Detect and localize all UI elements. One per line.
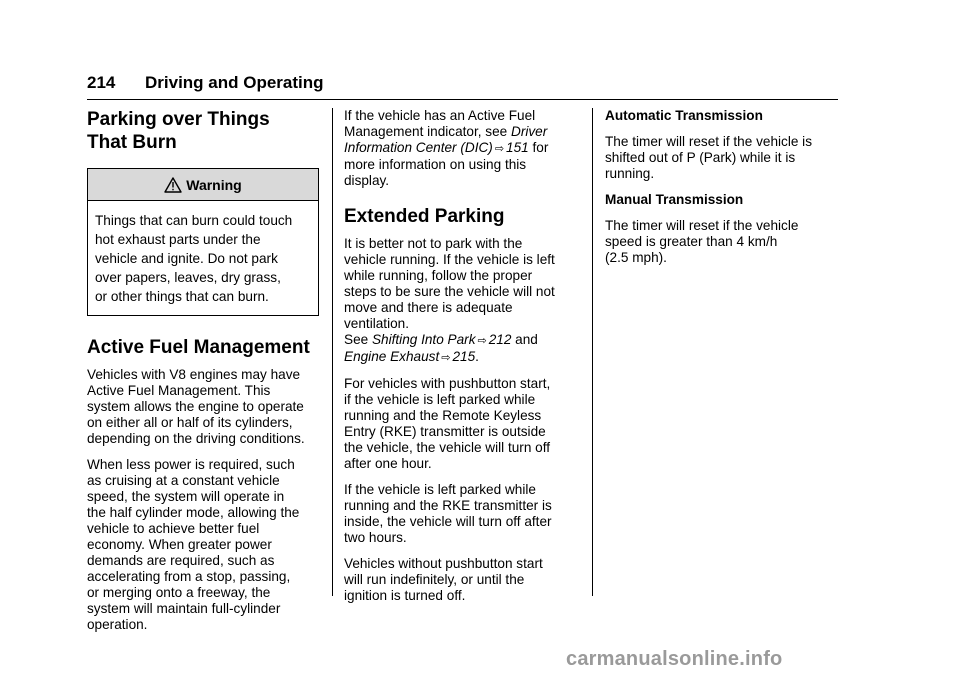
heading-automatic-transmission: Automatic Transmission [605, 108, 763, 123]
column-3 [605, 108, 837, 266]
link-engine-exhaust[interactable]: Engine Exhaust [344, 349, 440, 364]
page-ref-215[interactable]: 215 [452, 349, 476, 364]
manual-paragraph: The timer will reset if the vehicle speed is greater than 4 km/h (2.5 mph). [605, 218, 799, 265]
warning-box [87, 168, 319, 316]
ext-paragraph-4: Vehicles without pushbutton start will run indefinitely, or until the ignition is turned off. [344, 556, 543, 603]
ext-paragraph-2: For vehicles with pushbutton start, if the vehicle is left parked while running and the Remote Keyless Entry (RKE) transmitter is outside the vehicle, the vehicle will turn off after one hour. [344, 376, 551, 471]
page-header [87, 70, 838, 100]
warning-header [88, 169, 318, 201]
link-driver-information-center[interactable]: Driver [511, 124, 548, 139]
column-2 [344, 108, 576, 604]
page-ref-arrow-icon: ⇨ [494, 143, 505, 155]
ext-paragraph-3: If the vehicle is left parked while running and the RKE transmitter is inside, the vehicle will turn off after two hours. [344, 482, 552, 545]
section-title: Driving and Operating [145, 73, 324, 92]
afm-paragraph-1: Vehicles with V8 engines may have Active Fuel Management. This system allows the engine to operate on either all or half of its cylinders, depending on the driving conditions. [87, 367, 305, 446]
warning-triangle-icon [164, 177, 182, 193]
column-1 [87, 108, 319, 633]
heading-active-fuel-management: Active Fuel Management [87, 337, 310, 358]
link-shifting-into-park[interactable]: Shifting Into Park [371, 332, 476, 347]
warning-label: Warning [186, 176, 242, 193]
link-driver-information-center-cont[interactable]: Information Center (DIC) [344, 140, 493, 155]
page-ref-arrow-icon: ⇨ [441, 352, 451, 364]
page-ref-arrow-icon: ⇨ [477, 335, 487, 347]
ext-paragraph-1: It is better not to park with the vehicle running. If the vehicle is left while running, follow the proper steps to be sure the vehicle will not move and there is adequate ventilation. See Shifting Into Park ⇨ 212 and Engine Exhaust ⇨ 215. [344, 236, 555, 364]
heading-parking-over-things: Parking over Things That Burn [87, 109, 270, 153]
afm-paragraph-2: When less power is required, such as cruising at a constant vehicle speed, the system will operate in the half cylinder mode, allowing the vehicle to achieve better fuel economy. When greater power demands are required, such as accelerating from a stop, passing, or merging onto a freeway, the system will maintain full-cylinder operation. [87, 457, 300, 632]
afm-indicator-paragraph: If the vehicle has an Active Fuel Management indicator, see Driver Information Center (DIC) ⇨ 151 for more information on using this display. [344, 108, 549, 188]
warning-text: Things that can burn could touch hot exhaust parts under the vehicle and ignite. Do not park over papers, leaves, dry grass, or other things that can burn. [95, 213, 293, 304]
page-ref-212[interactable]: 212 [488, 332, 512, 347]
page-ref-151[interactable]: 151 [506, 140, 529, 155]
watermark: carmanualsonline.info [566, 648, 783, 670]
page-number: 214 [87, 73, 116, 92]
auto-paragraph: The timer will reset if the vehicle is shifted out of P (Park) while it is running. [605, 134, 812, 181]
heading-extended-parking: Extended Parking [344, 206, 505, 227]
column-divider [592, 108, 593, 596]
heading-manual-transmission: Manual Transmission [605, 192, 744, 207]
column-divider [332, 108, 333, 596]
